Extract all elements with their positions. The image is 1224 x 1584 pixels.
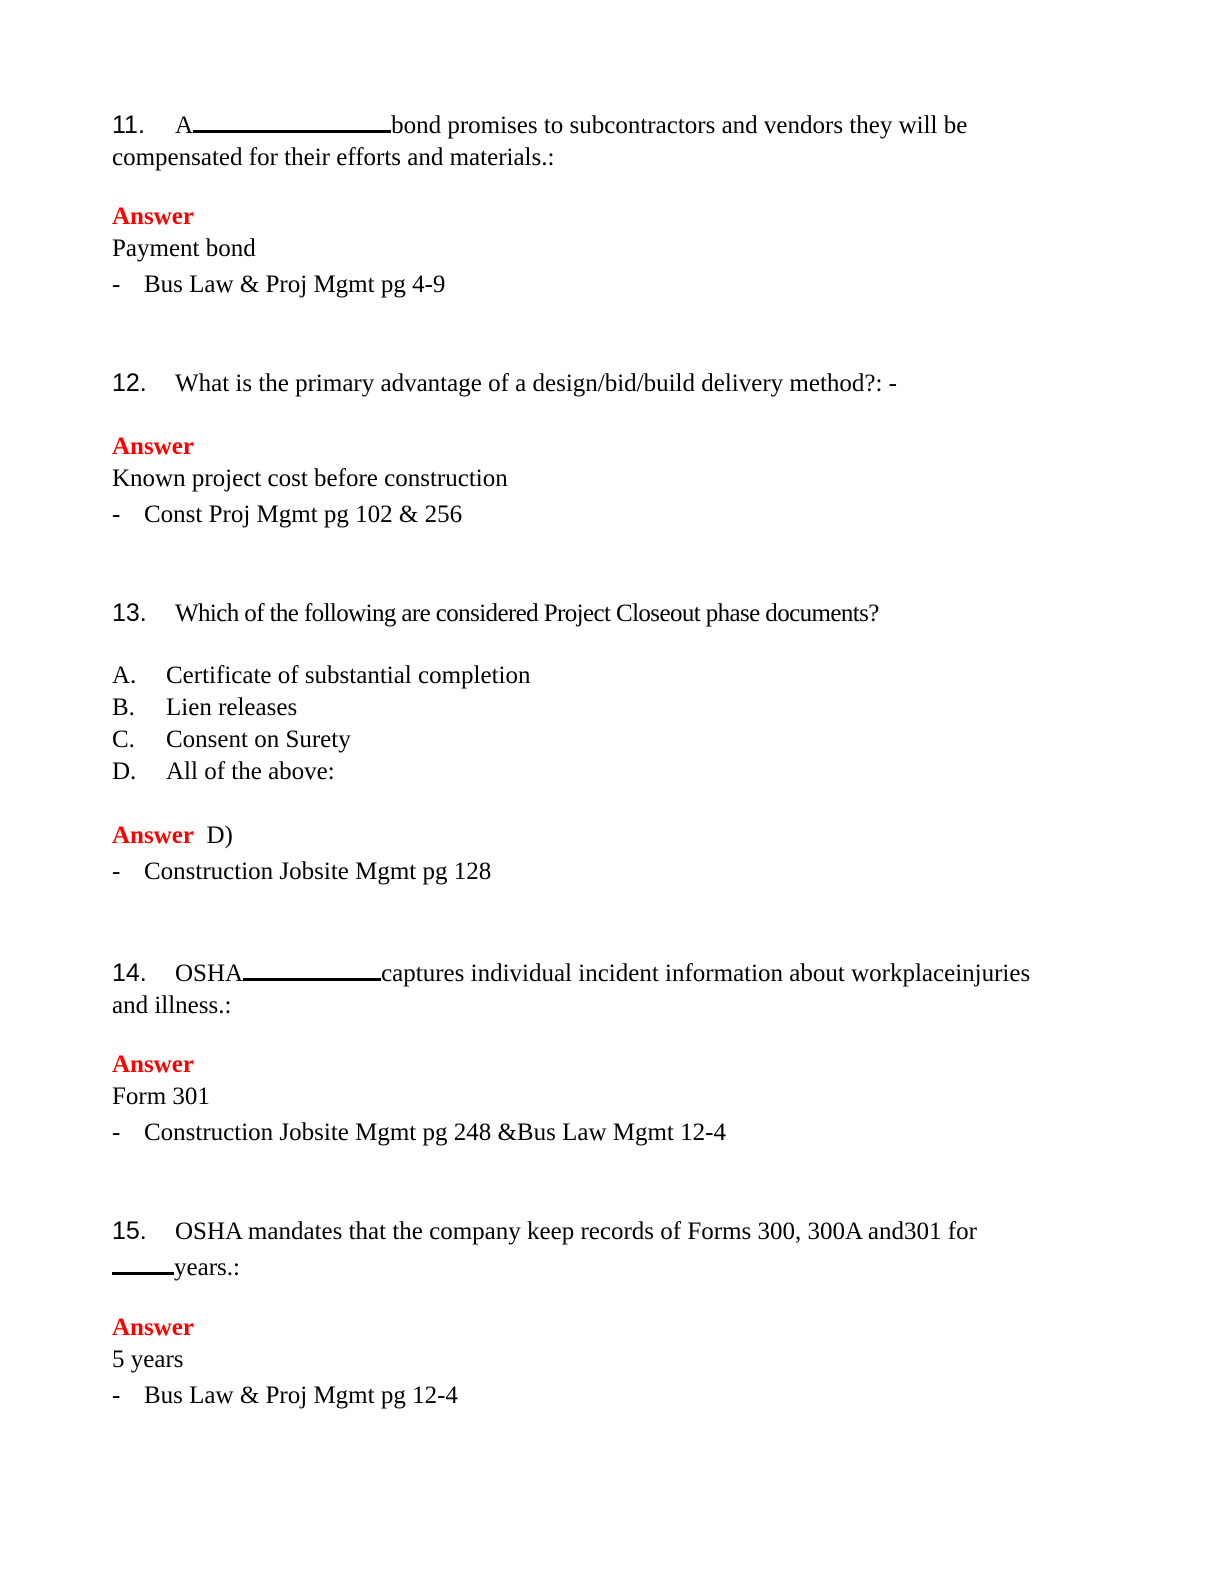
answer-15 — [112, 1312, 1114, 1412]
answer-label: Answer — [112, 203, 194, 230]
reference-line — [112, 1117, 1114, 1149]
fill-in-blank — [112, 1248, 174, 1275]
option-text: Consent on Surety — [166, 726, 351, 753]
question-text: Which of the following are considered Project Closeout phase documents? — [175, 600, 879, 627]
reference-text: Bus Law & Proj Mgmt pg 4-9 — [144, 271, 446, 298]
option-letter: C. — [112, 726, 135, 753]
answer-label: Answer — [112, 822, 194, 849]
fill-in-blank — [193, 106, 391, 133]
dash-bullet: - — [112, 1382, 121, 1409]
answer-text: Payment bond — [112, 235, 256, 262]
answer-label: Answer — [112, 1051, 194, 1078]
reference-line — [112, 856, 1114, 888]
fill-in-blank — [243, 954, 381, 981]
question-12 — [112, 367, 1114, 400]
reference-text: Construction Jobsite Mgmt pg 128 — [144, 858, 492, 885]
answer-line — [112, 820, 1114, 852]
answer-text: D) — [206, 822, 233, 849]
reference-line — [112, 1380, 1114, 1412]
question-13-line-1 — [112, 597, 1114, 630]
option-c — [112, 724, 1114, 756]
question-14-line-2: and illness.: — [112, 992, 232, 1019]
answer-label: Answer — [112, 433, 194, 460]
reference-line — [112, 269, 1114, 301]
answer-12 — [112, 431, 1114, 531]
option-letter: A. — [112, 662, 137, 689]
question-13 — [112, 597, 1114, 630]
reference-text: Construction Jobsite Mgmt pg 248 &Bus Law Mgmt 12-4 — [144, 1119, 726, 1146]
option-b — [112, 692, 1114, 724]
answer-text: Form 301 — [112, 1083, 210, 1110]
answer-text: Known project cost before construction — [112, 465, 508, 492]
question-number: 15. — [112, 1217, 147, 1245]
option-letter: D. — [112, 758, 137, 785]
option-text: All of the above: — [166, 758, 335, 785]
question-14-line-1 — [112, 954, 1114, 990]
reference-text: Bus Law & Proj Mgmt pg 12-4 — [144, 1382, 458, 1409]
answer-text: 5 years — [112, 1346, 184, 1373]
option-a — [112, 660, 1114, 692]
reference-line — [112, 499, 1114, 531]
dash-bullet: - — [112, 501, 121, 528]
question-number: 12. — [112, 369, 147, 397]
answer-14 — [112, 1049, 1114, 1149]
question-text: OSHA mandates that the company keep records of Forms 300, 300A and301 for — [175, 1218, 977, 1245]
answer-11 — [112, 201, 1114, 301]
question-11-line-1 — [112, 106, 1114, 142]
option-d — [112, 756, 1114, 788]
question-number: 13. — [112, 599, 147, 627]
question-11-line-2: compensated for their efforts and materials.: — [112, 144, 555, 171]
dash-bullet: - — [112, 271, 121, 298]
answer-label: Answer — [112, 1314, 194, 1341]
answer-13 — [112, 820, 1114, 888]
dash-bullet: - — [112, 858, 121, 885]
question-text: What is the primary advantage of a design/bid/build delivery method?: - — [175, 370, 898, 397]
question-text: captures individual incident information about workplaceinjuries — [381, 960, 1031, 987]
question-number: 14. — [112, 959, 147, 987]
option-text: Certificate of substantial completion — [166, 662, 531, 689]
question-text: years.: — [174, 1254, 240, 1281]
reference-text: Const Proj Mgmt pg 102 & 256 — [144, 501, 463, 528]
question-15-line-2 — [112, 1248, 1114, 1284]
question-14 — [112, 954, 1114, 1022]
dash-bullet: - — [112, 1119, 121, 1146]
question-11 — [112, 106, 1114, 174]
option-text: Lien releases — [166, 694, 298, 721]
option-letter: B. — [112, 694, 135, 721]
question-15 — [112, 1215, 1114, 1284]
question-12-line-1 — [112, 367, 1114, 400]
question-lead: OSHA — [175, 960, 244, 987]
question-number: 11. — [112, 111, 145, 139]
question-lead: A — [175, 112, 194, 139]
question-15-line-1 — [112, 1215, 1114, 1248]
options-13 — [112, 660, 1114, 788]
question-text: bond promises to subcontractors and vendors they will be — [391, 112, 968, 139]
